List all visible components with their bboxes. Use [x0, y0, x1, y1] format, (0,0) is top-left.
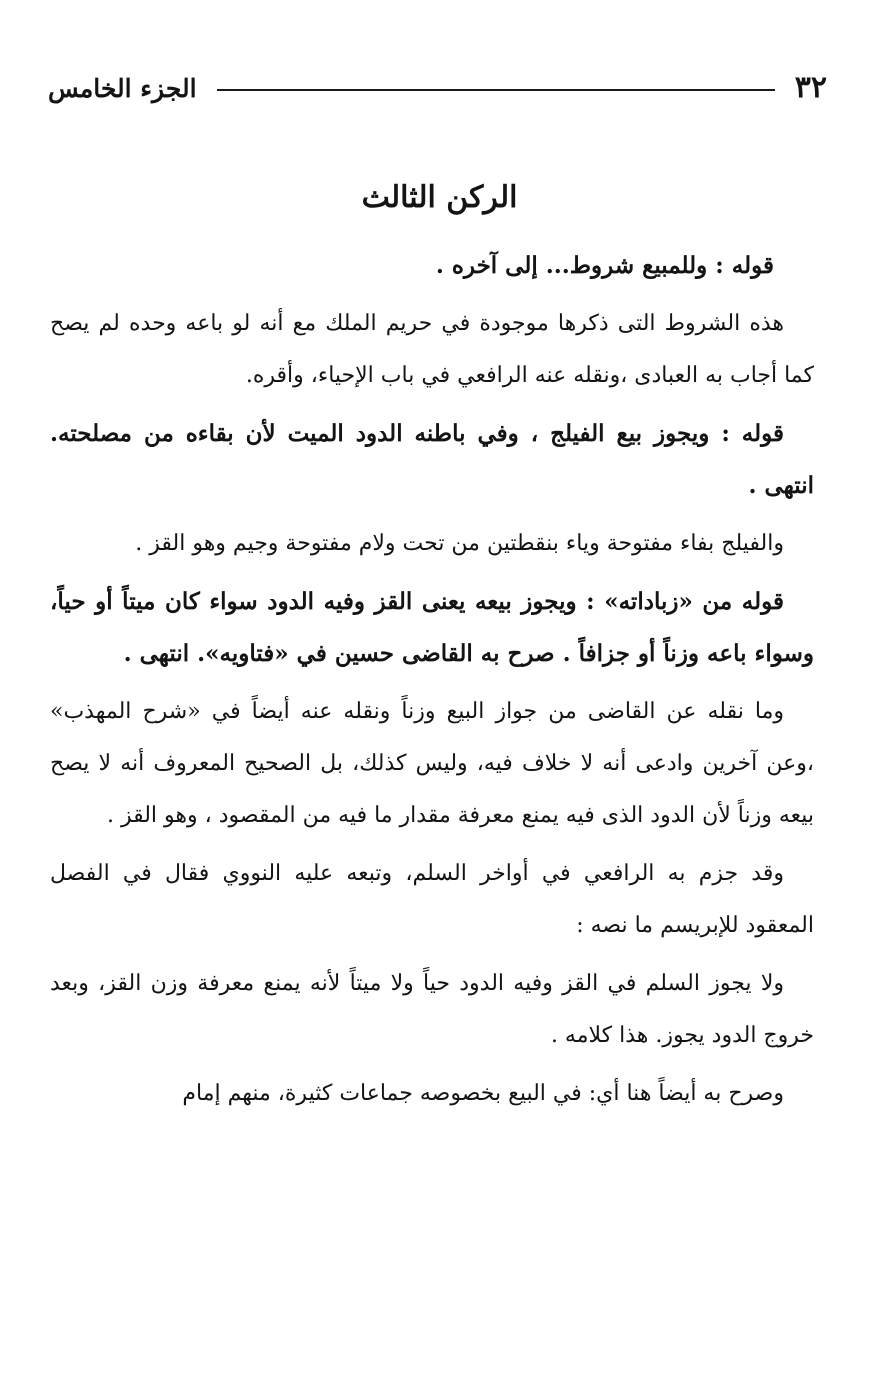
page-header — [48, 68, 827, 108]
running-title: الجزء الخامس — [48, 73, 197, 103]
body-paragraph: ولا يجوز السلم في القز وفيه الدود حياً ولا ميتاً لأنه يمنع معرفة وزن القز، وبعد خروج الدود يجوز. هذا كلامه . — [50, 971, 814, 1048]
body-paragraph: هذه الشروط التى ذكرها موجودة في حريم الملك مع أنه لو باعه وحده لم يصح كما أجاب به العبادى ،ونقله عنه الرافعي في باب الإحياء، وأقره. — [50, 311, 814, 388]
header-rule — [217, 89, 775, 91]
body-paragraph: وما نقله عن القاضى من جواز البيع وزناً ونقله عنه أيضاً في «شرح المهذب» ،وعن آخرين وادعى أنه لا خلاف فيه، وليس كذلك، بل الصحيح المعروف أنه لا يصح بيعه وزناً لأن الدود الذى فيه يمنع معرفة مقدار ما فيه من المقصود ، وهو القز . — [50, 699, 814, 828]
quote-paragraph: قوله : وللمبيع شروط... إلى آخره . — [435, 252, 774, 279]
body-paragraph: والفيلج بفاء مفتوحة وياء بنقطتين من تحت ولام مفتوحة وجيم وهو القز . — [135, 531, 784, 556]
body-paragraph: وصرح به أيضاً هنا أي: في البيع بخصوصه جماعات كثيرة، منهم إمام — [182, 1081, 784, 1106]
quote-paragraph: قوله من «زباداته» : ويجوز بيعه يعنى القز وفيه الدود سواء كان ميتاً أو حياً، وسواء باعه وزناً أو جزافاً . صرح به القاضى حسين في «فتاويه». انتهى . — [50, 588, 814, 667]
quote-paragraph: قوله : ويجوز بيع الفيلج ، وفي باطنه الدود الميت لأن بقاءه من مصلحته. انتهى . — [50, 420, 814, 499]
section-heading: الركن الثالث — [361, 180, 518, 215]
body-paragraph: وقد جزم به الرافعي في أواخر السلم، وتبعه عليه النووي فقال في الفصل المعقود للإبريسم ما نصه : — [50, 861, 814, 938]
page-number: ٣٢ — [794, 70, 827, 105]
body-text — [50, 240, 814, 1126]
